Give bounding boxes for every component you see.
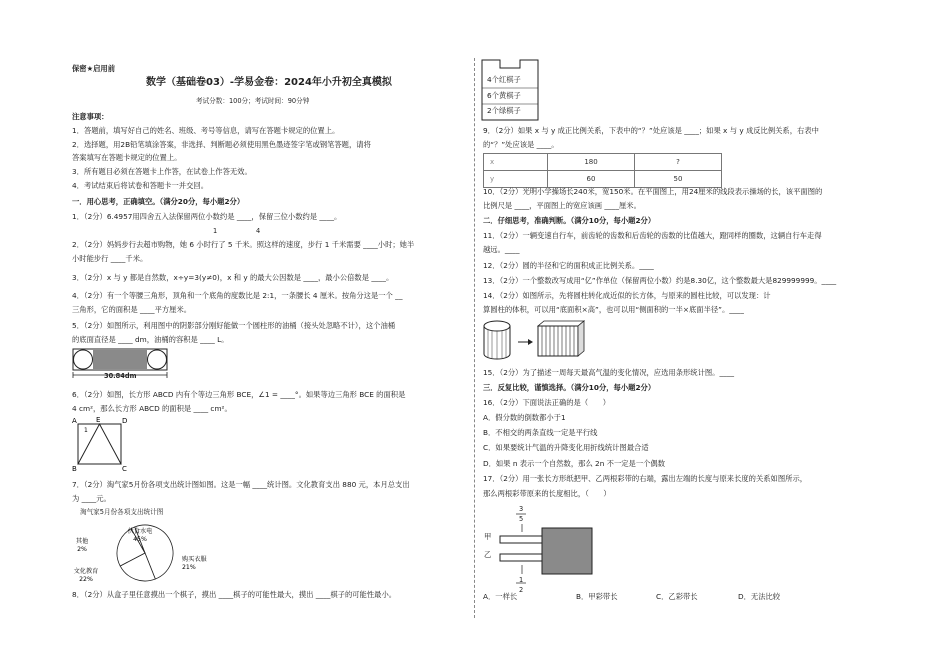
question-10-line2: 比例尺是 ____，平面图上的宽应该画 ____厘米。 (483, 201, 641, 210)
table-cell: 50 (635, 171, 722, 188)
option-c[interactable]: C．如果要统计气温的升降变化用折线统计图最合适 (483, 443, 649, 452)
question-4-line1: 4．（2分）有一个等腰三角形，顶角和一个底角的度数比是 2:1，一条腰长 4 厘米。按角分这是一个 __ (72, 291, 403, 300)
label-c: C (122, 465, 127, 473)
label-yi: 乙 (484, 550, 492, 559)
q17-option-b[interactable]: B．甲彩带长 (576, 592, 618, 601)
label-1: 1 (84, 427, 88, 434)
ribbon-figure (482, 512, 622, 592)
question-12: 12．（2分）圆的半径和它的面积成正比例关系。____ (483, 261, 654, 270)
exam-info: 考试分数：100分；考试时间：90分钟 (196, 97, 310, 105)
question-2-line2: 小时能步行 ____千米。 (72, 254, 148, 263)
label-b: B (72, 465, 77, 473)
rectangle-triangle-figure (70, 414, 130, 474)
frac-top-denominator: 5 (519, 515, 524, 523)
question-5-line1: 5．（2分）如图所示，利用图中的阴影部分刚好能做一个圆柱形的油桶（接头处忽略不计），这个油桶 (72, 321, 396, 330)
left-circle (74, 350, 93, 369)
q2-fraction-numerator: 4 (256, 227, 261, 235)
question-13: 13．（2分）一个整数改写成用“亿”作单位（保留两位小数）约是8.30亿，这个整数最大是829999999。____ (483, 276, 837, 285)
option-b[interactable]: B．不相交的两条直线一定是平行线 (483, 428, 598, 437)
figure-length-label: 30.84dm (104, 372, 137, 380)
box-red-pieces: 4个红棋子 (487, 75, 521, 84)
column-divider (474, 58, 475, 618)
expense-pie-chart (70, 517, 220, 585)
q17-option-d[interactable]: D．无法比较 (738, 592, 781, 601)
question-1: 1．（2分）6.4957用四舍五入法保留两位小数约是 ____，保留三位小数约是 ____。 (72, 212, 342, 221)
section3-heading: 三．反复比较，谨慎选择。（满分10分，每小题2分） (483, 383, 656, 392)
pie-chart-title: 淘气家5月份各项支出统计图 (80, 508, 164, 516)
note-item: 3．所有题目必须在答题卡上作答，在试卷上作答无效。 (72, 167, 252, 176)
frac-bottom-denominator: 2 (519, 586, 524, 594)
note-item: 2．选择题，用2B铅笔填涂答案，非选择、判断题必须使用黑色墨迹签字笔或钢笔答题，请将 (72, 140, 371, 149)
notes-heading: 注意事项： (72, 112, 109, 121)
question-7-line2: 为 ____元。 (72, 494, 111, 503)
question-11-line2: 越远。____ (483, 245, 520, 254)
question-2-line1: 2．（2分）妈妈步行去超市购物，她 6 小时行了 5 千米。照这样的速度，步行 1 千米需要 ____小时；她半 (72, 240, 415, 249)
question-6-line1: 6．（2分）如图，长方形 ABCD 内有个等边三角形 BCE，∠1 = ____°。如果等边三角形 BCE 的面积是 (72, 390, 406, 399)
question-6-line2: 4 cm²，那么长方形 ABCD 的面积是 ____ cm²。 (72, 404, 232, 413)
secret-label: 保密★启用前 (72, 64, 116, 73)
table-cell: ? (635, 154, 722, 171)
question-14-line1: 14．（2分）如图所示，先将圆柱转化成近似的长方体，与原来的圆柱比较，可以发现：计 (483, 291, 771, 300)
option-a[interactable]: A．假分数的倒数都小于1 (483, 413, 566, 422)
section2-heading: 二．仔细思考，准确判断。（满分10分，每小题2分） (483, 216, 656, 225)
pie-slice-percent: 2% (77, 546, 87, 553)
question-9-line2: 的“？”处应该是 ____。 (483, 140, 559, 149)
pie-slice-label: 购买衣服 (182, 556, 207, 563)
question-7-line1: 7．（2分）淘气家5月份各项支出统计图如图。这是一幅 ____统计图。文化教育支出 880 元，本月总支出 (72, 480, 410, 489)
pie-slice-percent: 21% (182, 564, 196, 571)
table-row (484, 154, 722, 171)
box-yellow-pieces: 6个黄棋子 (487, 91, 521, 100)
note-item: 1．答题前，填写好自己的姓名、班级、考号等信息，请写在答题卡规定的位置上。 (72, 126, 340, 135)
covering-paper (542, 528, 592, 574)
question-4-line2: 三角形，它的面积是 ____平方厘米。 (72, 305, 192, 314)
label-e: E (96, 416, 101, 424)
option-d[interactable]: D．如果 n 表示一个自然数，那么 2n 不一定是一个偶数 (483, 459, 666, 468)
note-item: 答案填写在答题卡规定的位置上。 (72, 153, 182, 162)
table-row (484, 171, 722, 188)
question-11-line1: 11．（2分）一辆变速自行车，前齿轮的齿数和后齿轮的齿数的比值越大，蹬同样的圈数，这辆自行车走得 (483, 231, 822, 240)
box-green-pieces: 2个绿棋子 (487, 106, 521, 115)
question-3: 3．（2分）x 与 y 都是自然数，x÷y=3(y≠0)，x 和 y 的最大公因数是 ____，最小公倍数是 ____。 (72, 273, 394, 282)
question-9-line1: 9．（2分）如果 x 与 y 成正比例关系，下表中的“？”处应该是 ____；如果 x 与 y 成反比例关系，右表中 (483, 126, 819, 135)
pie-slice-percent: 22% (79, 576, 93, 583)
pie-slice-percent: 45% (133, 536, 147, 543)
table-cell: 60 (548, 171, 635, 188)
page-title: 数学（基础卷03）-学易金卷：2024年小升初全真模拟 (146, 77, 392, 88)
question-14-line2: 算圆柱的体积，可以用“底面积×高”，也可以用“侧面积的一半×底面半径”。____ (483, 305, 744, 314)
frac-bottom-numerator: 1 (519, 576, 524, 584)
table-cell: 180 (548, 154, 635, 171)
note-item: 4．考试结束后将试卷和答题卡一并交回。 (72, 181, 208, 190)
question-16-stem: 16．（2分）下面说法正确的是（ ） (483, 398, 611, 407)
shaded-rectangle (93, 350, 147, 369)
question-15: 15．（2分）为了描述一周每天最高气温的变化情况，应选用条形统计图。____ (483, 368, 735, 377)
pie-slice-label: 文化教育 (73, 568, 99, 575)
label-d: D (122, 417, 128, 425)
question-17-line1: 17．（2分）用一张长方形纸把甲、乙两根彩带的右端，露出左端的长度与原来长度的关系如图所示， (483, 474, 808, 483)
right-circle (148, 350, 167, 369)
frac-top-numerator: 3 (519, 505, 524, 513)
table-cell: y (484, 171, 548, 188)
question-5-line2: 的底面直径是 ____ dm，油桶的容积是 ____ L。 (72, 335, 229, 344)
section1-heading: 一．用心思考，正确填空。（满分20分，每小题2分） (72, 197, 245, 206)
table-cell: x (484, 154, 548, 171)
question-8: 8．（2分）从盒子里任意摸出一个棋子，摸出 ____棋子的可能性最大，摸出 ____棋子的可能性最小。 (72, 590, 397, 599)
proportion-table (483, 153, 722, 188)
question-17-line2: 那么两根彩带原来的长度相比，（ ） (483, 489, 611, 498)
pie-slice-label: 其他 (75, 538, 89, 545)
label-jia: 甲 (484, 532, 492, 541)
pie-slice-label: 伙食水电 (127, 528, 153, 535)
question-10-line1: 10．（2分）光明小学操场长240米，宽150米。在平面图上，用24厘米的线段表示操场的长，该平面图的 (483, 187, 823, 196)
label-a: A (72, 417, 77, 425)
cylinder-conversion-figure (482, 318, 592, 362)
q2-fraction-numerator: 1 (213, 227, 218, 235)
q17-option-c[interactable]: C．乙彩带长 (656, 592, 698, 601)
q17-option-a[interactable]: A．一样长 (483, 592, 518, 601)
